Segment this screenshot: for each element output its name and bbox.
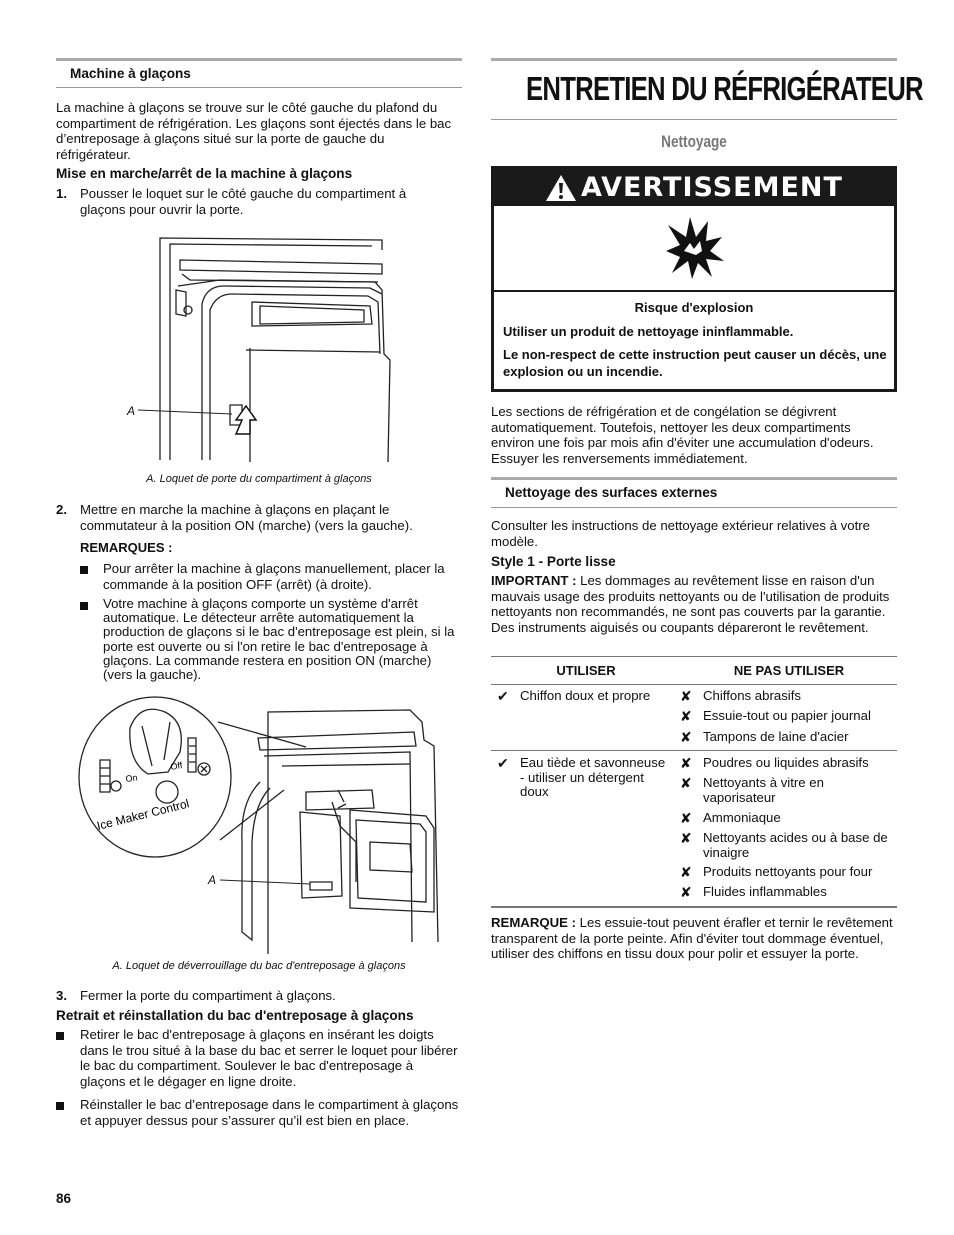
control-name-label: Ice Maker Control (95, 796, 191, 833)
onoff-title: Mise en marche/arrêt de la machine à glaçons (56, 166, 353, 181)
bullet (80, 566, 88, 574)
cross-icon: ✘ (680, 830, 692, 846)
section-rule (491, 507, 897, 508)
important-label: IMPORTANT : (491, 573, 577, 588)
cross-icon: ✘ (680, 810, 692, 826)
step2-text: Mettre en marche la machine à glaçons en plaçant le commutateur à la position ON (marche) (vers la gauche). (80, 502, 413, 533)
table-rule (491, 750, 897, 751)
step3-text: Fermer la porte du compartiment à glaçons. (80, 988, 336, 1003)
figure-label: A (208, 873, 217, 887)
warning-box (491, 166, 897, 392)
remark2-text: Votre machine à glaçons comporte un système d'arrêt automatique. Le détecteur arrête automatiquement la production de glaçons si le bac d'entreposage est plein, si la porte est ouverte ou si l'on retire le bac d'entreposage à glaçons. La commande restera en position ON (marche) (vers la gauche). (103, 596, 455, 683)
bullet (56, 1102, 64, 1110)
ext-title: Nettoyage des surfaces externes (505, 485, 718, 500)
retrait1-text: Retirer le bac d'entreposage à glaçons en insérant les doigts dans le trou situé à la base du bac et serrer le loquet pour libérer le bac du compartiment. Soulever le bac d'entreposage à glaçons et le dégager en ligne droite. (80, 1027, 458, 1089)
check-icon: ✔ (497, 755, 509, 771)
main-title: ENTRETIEN DU RÉFRIGÉRATEUR (526, 70, 923, 107)
row2-dont-item: Ammoniaque (703, 810, 781, 825)
section-title: Nettoyage (661, 132, 727, 151)
remarque-text (491, 915, 897, 962)
warning-header (494, 169, 894, 206)
check-icon: ✔ (497, 688, 509, 704)
remarque-body: Les essuie-tout peuvent érafler et ternir le revêtement transparent de la porte peinte. Afin d'éviter tout dommage éventuel, utiliser des chiffons en tissu doux pour polir et essuyer la porte. (491, 915, 893, 961)
table-rule (491, 684, 897, 685)
warning-triangle-icon (545, 174, 577, 202)
row1-dont-item: Essuie-tout ou papier journal (703, 708, 871, 723)
row2-dont-item: Poudres ou liquides abrasifs (703, 755, 869, 770)
step1-text: Pousser le loquet sur le côté gauche du compartiment à glaçons pour ouvrir la porte. (80, 186, 407, 217)
section-rule (56, 87, 462, 88)
figure-label: A (127, 404, 136, 418)
cross-icon: ✘ (680, 775, 692, 791)
cross-icon: ✘ (680, 884, 692, 900)
step-number: 2. (56, 502, 67, 517)
cross-icon: ✘ (680, 688, 692, 704)
cross-icon: ✘ (680, 864, 692, 880)
col-use-header: UTILISER (556, 663, 616, 678)
machine-title: Machine à glaçons (70, 66, 191, 81)
row2-dont-item: Nettoyants à vitre en vaporisateur (703, 775, 824, 805)
retrait-title: Retrait et réinstallation du bac d'entreposage à glaçons (56, 1008, 414, 1023)
table-rule (491, 906, 897, 908)
ice-compartment-figure (120, 230, 410, 465)
table-rule (491, 656, 897, 657)
important-text (491, 573, 897, 635)
section-rule (491, 58, 897, 61)
warning-line1: Utiliser un produit de nettoyage ininflammable. (503, 324, 794, 339)
bullet (56, 1032, 64, 1040)
section-rule (56, 58, 462, 61)
explosion-icon (662, 215, 726, 281)
warning-risk: Risque d'explosion (634, 300, 754, 315)
section-rule (491, 477, 897, 480)
row1-dont-item: Chiffons abrasifs (703, 688, 801, 703)
style-title: Style 1 - Porte lisse (491, 554, 616, 569)
row2-dont-item: Produits nettoyants pour four (703, 864, 873, 879)
intro-text: La machine à glaçons se trouve sur le côté gauche du plafond du compartiment de réfrigération. Les glaçons sont éjectés dans le bac d’entreposage à glaçons situé sur la porte de gauche du réfrigérateur. (56, 100, 452, 162)
explosion-icon-area (494, 206, 894, 292)
section-rule (491, 119, 897, 120)
important-body: Les dommages au revêtement lisse en raison d'un mauvais usage des produits nettoyants ou de l'utilisation de produits nettoyants non recommandés, ne sont pas couverts par la garantie. Des instruments aiguisés ou coupants dépareront le revêtement. (491, 573, 890, 635)
row2-use: Eau tiède et savonneuse - utiliser un détergent doux (520, 755, 666, 799)
cross-icon: ✘ (680, 708, 692, 724)
warning-line2: Le non-respect de cette instruction peut causer un décès, une explosion ou un incendie. (503, 347, 887, 379)
row1-use: Chiffon doux et propre (520, 688, 651, 703)
control-off-label: Off (169, 760, 184, 772)
row1-dont-item: Tampons de laine d'acier (703, 729, 849, 744)
row2-dont-item: Fluides inflammables (703, 884, 827, 899)
cross-icon: ✘ (680, 729, 692, 745)
remarque-label: REMARQUE : (491, 915, 576, 930)
degivrage-text: Les sections de réfrigération et de congélation se dégivrent automatiquement. Toutefois, nettoyer les deux compartiments environ une fois par mois afin d'éviter une accumulation d'odeurs. Essuyer les renversements immédiatement. (491, 404, 874, 466)
figure-caption: A. Loquet de déverrouillage du bac d'entreposage à glaçons (112, 960, 406, 972)
bullet (80, 602, 88, 610)
row2-dont-item: Nettoyants acides ou à base de vinaigre (703, 830, 888, 860)
ice-maker-control-figure (70, 692, 465, 954)
figure-caption: A. Loquet de porte du compartiment à glaçons (146, 473, 372, 485)
step-number: 1. (56, 186, 67, 201)
page-number: 86 (56, 1191, 72, 1206)
remarques-label: REMARQUES : (80, 540, 173, 555)
ext-intro: Consulter les instructions de nettoyage extérieur relatives à votre modèle. (491, 518, 870, 549)
col-dont-header: NE PAS UTILISER (733, 663, 845, 678)
warning-word: AVERTISSEMENT (581, 172, 843, 203)
cross-icon: ✘ (680, 755, 692, 771)
remark1-text: Pour arrêter la machine à glaçons manuellement, placer la commande à la position OFF (arrêt) (à droite). (103, 561, 445, 592)
retrait2-text: Réinstaller le bac d’entreposage dans le compartiment à glaçons et appuyer dessus pour s’assurer qu’il est bien en place. (80, 1097, 459, 1128)
control-on-label: On (124, 772, 139, 784)
step-number: 3. (56, 988, 67, 1003)
